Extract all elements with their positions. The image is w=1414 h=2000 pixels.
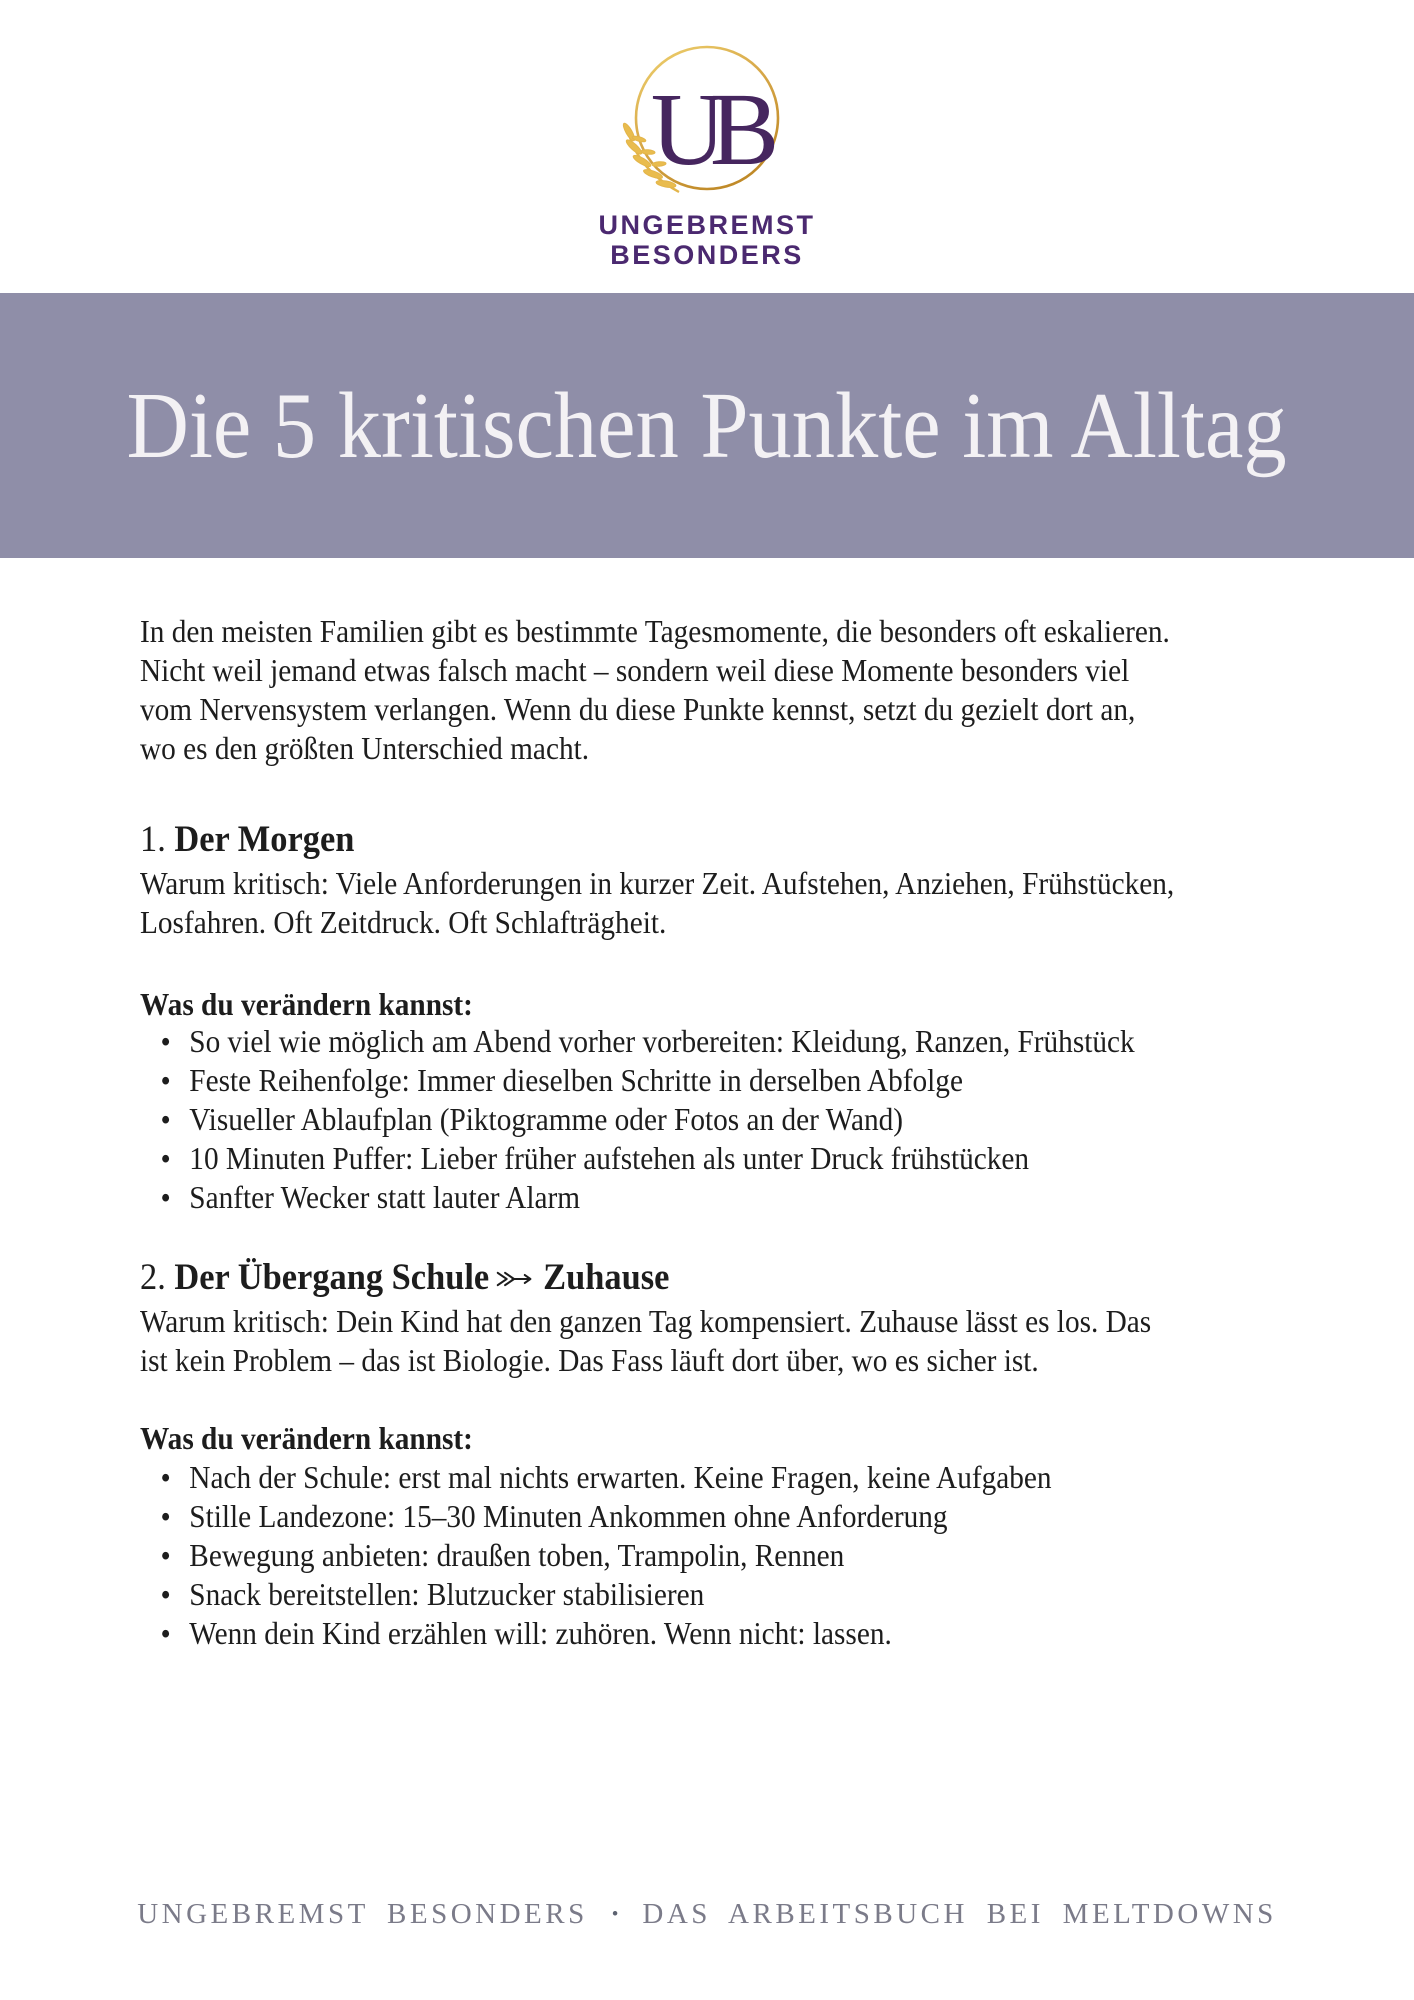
section-1-change-label: Was du verändern kannst: <box>140 987 473 1022</box>
section-2-heading <box>140 1256 1303 1300</box>
section-1-bullet-list <box>140 1022 1303 1217</box>
content-column <box>140 0 1303 2000</box>
text-line: Nicht weil jemand etwas falsch macht – sondern weil diese Momente besonders viel <box>140 653 1130 688</box>
section-title: Der Morgen <box>174 819 355 860</box>
section-number: 1. <box>140 819 166 860</box>
text-line: ist kein Problem – das ist Biologie. Das Fass läuft dort über, wo es sicher ist. <box>140 1343 1039 1378</box>
text-line: wo es den größten Unterschied macht. <box>140 731 590 766</box>
two-headed-right-arrow-icon <box>496 1267 537 1291</box>
section-number: 2. <box>140 1257 166 1298</box>
list-item: • Stille Landezone: 15–30 Minuten Ankommen ohne Anforderung <box>140 1497 1303 1536</box>
footer-separator-dot: • <box>611 1904 619 1925</box>
brand-name-line1: UNGEBREMST <box>598 210 816 240</box>
footer-brand: UNGEBREMST BESONDERS <box>137 1898 588 1930</box>
list-item: • Feste Reihenfolge: Immer dieselben Schritte in derselben Abfolge <box>140 1061 1303 1100</box>
logo-monogram: UB <box>650 72 764 187</box>
page-title: Die 5 kritischen Punkte im Alltag <box>126 373 1288 478</box>
list-item: • Bewegung anbieten: draußen toben, Trampolin, Rennen <box>140 1536 1303 1575</box>
text-line: Losfahren. Oft Zeitdruck. Oft Schlafträgheit. <box>140 905 667 940</box>
list-item: • Visueller Ablaufplan (Piktogramme oder Fotos an der Wand) <box>140 1100 1303 1139</box>
text-line: Warum kritisch: Viele Anforderungen in kurzer Zeit. Aufstehen, Anziehen, Frühstücken, <box>140 866 1175 901</box>
section-title-suffix: Zuhause <box>543 1257 670 1298</box>
section-2-why-paragraph <box>140 1302 1303 1380</box>
section-1-why-paragraph <box>140 864 1303 942</box>
section-2-change-label: Was du verändern kannst: <box>140 1421 473 1456</box>
intro-paragraph <box>140 612 1303 768</box>
text-line: In den meisten Familien gibt es bestimmte Tagesmomente, die besonders oft eskalieren. <box>140 614 1170 649</box>
text-line: vom Nervensystem verlangen. Wenn du diese Punkte kennst, setzt du gezielt dort an, <box>140 692 1136 727</box>
section-2-bullet-list <box>140 1458 1303 1653</box>
list-item: • Wenn dein Kind erzählen will: zuhören. Wenn nicht: lassen. <box>140 1614 1303 1653</box>
section-title-prefix: Der Übergang Schule <box>174 1257 490 1298</box>
page-footer <box>0 1898 1414 1931</box>
footer-subtitle: DAS ARBEITSBUCH BEI MELTDOWNS <box>642 1898 1277 1930</box>
list-item: • 10 Minuten Puffer: Lieber früher aufstehen als unter Druck frühstücken <box>140 1139 1303 1178</box>
section-1-heading <box>140 818 1303 862</box>
list-item: • Sanfter Wecker statt lauter Alarm <box>140 1178 1303 1217</box>
text-line: Warum kritisch: Dein Kind hat den ganzen Tag kompensiert. Zuhause lässt es los. Das <box>140 1304 1152 1339</box>
brand-name-line2: BESONDERS <box>610 240 804 270</box>
list-item: • Snack bereitstellen: Blutzucker stabilisieren <box>140 1575 1303 1614</box>
list-item: • So viel wie möglich am Abend vorher vorbereiten: Kleidung, Ranzen, Frühstück <box>140 1022 1303 1061</box>
list-item: • Nach der Schule: erst mal nichts erwarten. Keine Fragen, keine Aufgaben <box>140 1458 1303 1497</box>
